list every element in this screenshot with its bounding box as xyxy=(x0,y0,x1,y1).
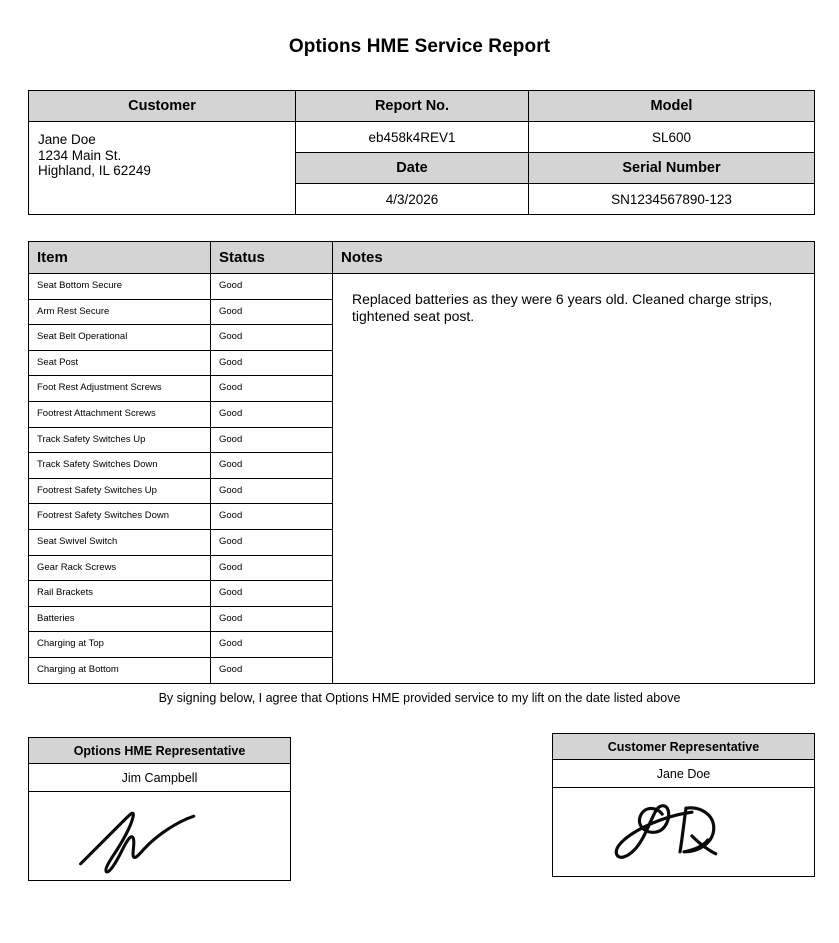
checklist-item-status: Good xyxy=(211,504,333,530)
checklist-item-status: Good xyxy=(211,632,333,658)
customer-street: 1234 Main St. xyxy=(38,147,122,163)
checklist-item-status: Good xyxy=(211,555,333,581)
checklist-item-label: Charging at Bottom xyxy=(29,657,211,683)
serial-number-header: Serial Number xyxy=(529,153,815,184)
checklist-body xyxy=(29,274,815,684)
table-row xyxy=(29,274,815,300)
customer-name: Jane Doe xyxy=(38,132,96,147)
checklist-item-label: Gear Rack Screws xyxy=(29,555,211,581)
customer-signature-row xyxy=(553,788,815,877)
service-checklist-table xyxy=(28,241,815,684)
checklist-item-label: Arm Rest Secure xyxy=(29,299,211,325)
handwritten-jd-signature-icon xyxy=(553,788,814,876)
checklist-item-status: Good xyxy=(211,376,333,402)
representative-signature-block xyxy=(28,737,291,881)
model-header: Model xyxy=(529,91,815,122)
customer-rep-header: Customer Representative xyxy=(553,734,815,760)
service-notes: Replaced batteries as they were 6 years old. Cleaned charge strips, tightened seat post. xyxy=(333,274,815,684)
checklist-item-status: Good xyxy=(211,581,333,607)
checklist-item-status: Good xyxy=(211,427,333,453)
checklist-item-label: Footrest Attachment Screws xyxy=(29,401,211,427)
handwritten-jc-signature-icon xyxy=(29,792,290,880)
customer-rep-name-row xyxy=(553,760,815,788)
checklist-item-status: Good xyxy=(211,401,333,427)
report-no-header: Report No. xyxy=(296,91,529,122)
checklist-item-status: Good xyxy=(211,274,333,300)
serial-number-value: SN1234567890-123 xyxy=(529,184,815,215)
notes-column-header: Notes xyxy=(333,242,815,274)
checklist-item-label: Seat Bottom Secure xyxy=(29,274,211,300)
customer-signature-area[interactable] xyxy=(553,788,815,877)
report-no-value: eb458k4REV1 xyxy=(296,122,529,153)
info-value-row-1 xyxy=(29,122,815,153)
checklist-item-status: Good xyxy=(211,529,333,555)
checklist-item-status: Good xyxy=(211,606,333,632)
attestation-text: By signing below, I agree that Options HME provided service to my lift on the date listed above xyxy=(158,691,681,705)
representative-name: Jim Campbell xyxy=(29,764,291,792)
representative-header: Options HME Representative xyxy=(29,738,291,764)
checklist-item-status: Good xyxy=(211,350,333,376)
date-header: Date xyxy=(296,153,529,184)
representative-signature-row xyxy=(29,792,291,881)
customer-address-block xyxy=(29,122,296,215)
checklist-item-label: Seat Belt Operational xyxy=(29,325,211,351)
representative-name-row xyxy=(29,764,291,792)
checklist-item-label: Charging at Top xyxy=(29,632,211,658)
checklist-item-label: Footrest Safety Switches Up xyxy=(29,478,211,504)
date-value: 4/3/2026 xyxy=(296,184,529,215)
checklist-item-label: Rail Brackets xyxy=(29,581,211,607)
report-info-table xyxy=(28,90,815,215)
page-title: Options HME Service Report xyxy=(288,36,551,57)
customer-signature-block xyxy=(552,733,815,877)
checklist-item-label: Seat Post xyxy=(29,350,211,376)
status-column-header: Status xyxy=(211,242,333,274)
checklist-item-label: Track Safety Switches Down xyxy=(29,453,211,479)
checklist-item-label: Seat Swivel Switch xyxy=(29,529,211,555)
customer-rep-header-row xyxy=(553,734,815,760)
item-column-header: Item xyxy=(29,242,211,274)
checklist-item-status: Good xyxy=(211,478,333,504)
info-header-row xyxy=(29,91,815,122)
checklist-item-label: Footrest Safety Switches Down xyxy=(29,504,211,530)
checklist-item-label: Track Safety Switches Up xyxy=(29,427,211,453)
representative-signature-area[interactable] xyxy=(29,792,291,881)
checklist-header-row xyxy=(29,242,815,274)
customer-header: Customer xyxy=(29,91,296,122)
customer-city-state-zip: Highland, IL 62249 xyxy=(38,163,151,178)
checklist-item-status: Good xyxy=(211,325,333,351)
checklist-item-status: Good xyxy=(211,657,333,683)
representative-header-row xyxy=(29,738,291,764)
customer-rep-name: Jane Doe xyxy=(553,760,815,788)
checklist-item-label: Batteries xyxy=(29,606,211,632)
checklist-item-status: Good xyxy=(211,453,333,479)
checklist-item-status: Good xyxy=(211,299,333,325)
model-value: SL600 xyxy=(529,122,815,153)
checklist-item-label: Foot Rest Adjustment Screws xyxy=(29,376,211,402)
